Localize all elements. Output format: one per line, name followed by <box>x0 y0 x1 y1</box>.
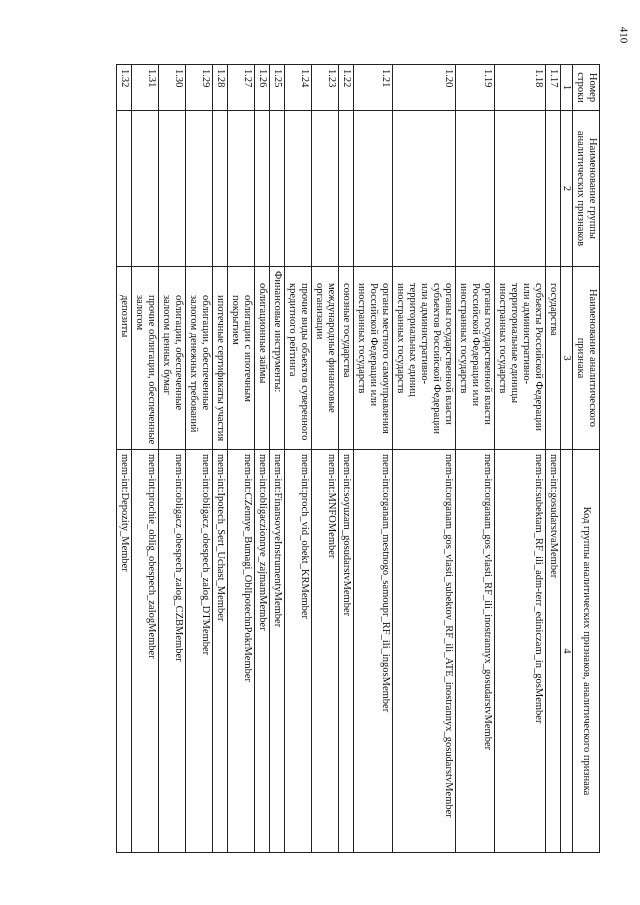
row-number: 1.31 <box>132 65 159 111</box>
feature-name: облигации, обеспеченные залогом денежных требований <box>186 267 213 450</box>
feature-code: mem-int:Ipotech_Sert_Uchast_Member <box>213 450 228 853</box>
feature-code: mem-int:CZennye_Bumagi_ObllpotechnPokrMember <box>228 450 255 853</box>
header-row-number: Номер строки <box>573 65 600 111</box>
group-name <box>393 111 456 267</box>
feature-name: субъекты Российской Федерации или административно-территориальные единицы иностранных государств <box>495 267 546 450</box>
row-number: 1.21 <box>354 65 393 111</box>
table-row <box>456 65 495 853</box>
column-index: 3 <box>561 267 573 450</box>
group-name <box>285 111 312 267</box>
row-number: 1.19 <box>456 65 495 111</box>
feature-name: международные финансовые организации <box>312 267 339 450</box>
row-number: 1.29 <box>186 65 213 111</box>
feature-name: союзные государства <box>339 267 354 450</box>
table-row <box>285 65 312 853</box>
feature-name: депозиты <box>117 267 132 450</box>
table-row <box>393 65 456 853</box>
table-row <box>354 65 393 853</box>
feature-name: государства <box>546 267 561 450</box>
group-name <box>495 111 546 267</box>
header-code: Код группы аналитических признаков, аналитического признака <box>573 450 600 853</box>
group-name <box>132 111 159 267</box>
feature-code: mem-int:obligaczionnye_zajmamMember <box>255 450 270 853</box>
table-row <box>255 65 270 853</box>
row-number: 1.25 <box>270 65 285 111</box>
row-number: 1.30 <box>159 65 186 111</box>
row-number: 1.17 <box>546 65 561 111</box>
feature-code: mem-int:Depozity_Member <box>117 450 132 853</box>
feature-code: mem-int:FinansovyeInstrumentyMember <box>270 450 285 853</box>
feature-name: ипотечные сертификаты участия <box>213 267 228 450</box>
group-name <box>270 111 285 267</box>
page-number <box>612 18 634 52</box>
rotated-page <box>56 64 600 852</box>
header-group-name: Наименование группы аналитических признаков <box>573 111 600 267</box>
table-row <box>546 65 561 853</box>
feature-name: органы местного самоуправления Российской Федерации или иностранных государств <box>354 267 393 450</box>
group-name <box>228 111 255 267</box>
group-name <box>456 111 495 267</box>
column-index: 2 <box>561 111 573 267</box>
group-name <box>159 111 186 267</box>
table-row <box>312 65 339 853</box>
page-number-text: 410 <box>617 26 630 44</box>
group-name <box>255 111 270 267</box>
group-name <box>213 111 228 267</box>
header-feature-name: Наименование аналитического признака <box>573 267 600 450</box>
group-name <box>117 111 132 267</box>
row-number: 1.20 <box>393 65 456 111</box>
row-number: 1.22 <box>339 65 354 111</box>
row-number: 1.28 <box>213 65 228 111</box>
table-row <box>186 65 213 853</box>
feature-code: mem-int:organam_gos_vlasti_subektov_RF_ili_ATE_inostrannyx_gosudarstvMember <box>393 450 456 853</box>
table-row <box>339 65 354 853</box>
table-row <box>495 65 546 853</box>
row-number: 1.27 <box>228 65 255 111</box>
feature-name: прочие облигации, обеспеченные залогом <box>132 267 159 450</box>
group-name <box>354 111 393 267</box>
feature-name: облигации с ипотечным покрытием <box>228 267 255 450</box>
column-index: 1 <box>561 65 573 111</box>
group-name <box>546 111 561 267</box>
feature-name: Финансовые инструменты: <box>270 267 285 450</box>
feature-code: mem-int:prochie_oblig_obespech_zalogMember <box>132 450 159 853</box>
table-row <box>213 65 228 853</box>
group-name <box>312 111 339 267</box>
table-row <box>159 65 186 853</box>
group-name <box>186 111 213 267</box>
feature-code: mem-int:subektam_RF_ili_adm-terr_ediniczam_in_gosMember <box>495 450 546 853</box>
feature-code: mem-int:soyuzam_gosudarstvMember <box>339 450 354 853</box>
row-number: 1.18 <box>495 65 546 111</box>
feature-name: органы государственной власти субъектов Российской Федерации или административно-территориальных единиц иностранных государств <box>393 267 456 450</box>
analytics-codes-table <box>116 64 600 853</box>
table-row <box>228 65 255 853</box>
column-index: 4 <box>561 450 573 853</box>
feature-name: облигационные займы <box>255 267 270 450</box>
row-number: 1.24 <box>285 65 312 111</box>
feature-name: прочие виды объектов суверенного кредитного рейтинга <box>285 267 312 450</box>
feature-code: mem-int:obligacz_obespech_zalog_DTMember <box>186 450 213 853</box>
table-row <box>132 65 159 853</box>
feature-name: органы государственной власти Российской Федерации или иностранных государств <box>456 267 495 450</box>
group-name <box>339 111 354 267</box>
feature-code: mem-int:organam_mestnogo_samoupr_RF_ili_ingosMember <box>354 450 393 853</box>
row-number: 1.26 <box>255 65 270 111</box>
feature-code: mem-int:gosudarstvaMember <box>546 450 561 853</box>
table-row <box>117 65 132 853</box>
table-row <box>270 65 285 853</box>
row-number: 1.23 <box>312 65 339 111</box>
feature-code: mem-int:obligacz_obespech_zalog_CZBMember <box>159 450 186 853</box>
feature-name: облигации, обеспеченные залогом ценных бумаг <box>159 267 186 450</box>
header-row <box>573 65 600 853</box>
feature-code: mem-int:proch_vid_obekt_KRMember <box>285 450 312 853</box>
column-index-row <box>561 65 573 853</box>
feature-code: mem-int:MNFOMember <box>312 450 339 853</box>
feature-code: mem-int:organam_gos_vlasti_RF_ili_inostrannyx_gosudarstvMember <box>456 450 495 853</box>
row-number: 1.32 <box>117 65 132 111</box>
